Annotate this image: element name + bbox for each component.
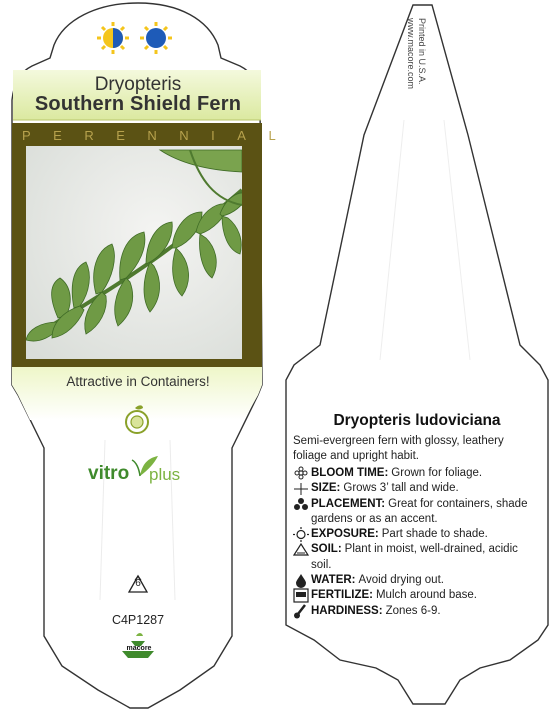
recycle-number: 6 <box>135 578 141 589</box>
care-label-size: SIZE: <box>311 482 341 495</box>
care-row-water <box>293 573 541 588</box>
genus-name: Dryopteris <box>94 74 182 95</box>
placement-icon <box>293 497 309 512</box>
care-label-bloom: BLOOM TIME: <box>311 467 389 479</box>
care-row-exposure <box>293 527 541 542</box>
sun-icon <box>293 527 309 542</box>
care-row-bloom <box>293 466 541 481</box>
flower-icon <box>293 466 309 481</box>
fertilizer-icon <box>293 588 309 603</box>
care-row-soil <box>293 542 541 573</box>
species-name: Dryopteris ludoviciana <box>333 412 501 429</box>
care-row-size <box>293 481 541 496</box>
common-name: Southern Shield Fern <box>34 93 242 115</box>
care-text-fertilize: Mulch around base. <box>375 589 477 602</box>
care-text-hardiness: Zones 6-9. <box>385 604 441 617</box>
category-label: PERENNIAL <box>22 128 299 143</box>
care-label-hardiness: HARDINESS: <box>311 604 383 617</box>
brand-vitro: vitro <box>88 463 130 484</box>
care-row-hardiness <box>293 604 541 619</box>
care-text-soil: Plant in moist, well-drained, acidic soil. <box>311 543 518 571</box>
care-label-exposure: EXPOSURE: <box>311 528 379 541</box>
care-row-fertilize <box>293 588 541 603</box>
printed-label: Printed in U.S.A. <box>417 18 427 85</box>
water-icon <box>293 573 309 588</box>
soil-icon <box>293 542 309 557</box>
care-text-placement: Great for containers, shade gardens or as an accent. <box>311 497 528 525</box>
care-label-soil: SOIL: <box>311 543 342 556</box>
feature-label: Attractive in Containers! <box>66 374 210 389</box>
care-label-placement: PLACEMENT: <box>311 497 386 510</box>
care-row-placement <box>293 497 541 528</box>
care-text-exposure: Part shade to shade. <box>381 528 488 541</box>
description: Semi-evergreen fern with glossy, leathery foliage and upright habit. <box>293 435 504 462</box>
care-text-bloom: Grown for foliage. <box>391 467 483 479</box>
care-text-size: Grows 3’ tall and wide. <box>343 482 459 495</box>
product-code: C4P1287 <box>111 613 165 627</box>
website-label: www.macore.com <box>406 18 416 90</box>
maker-badge-label: macore <box>126 645 152 652</box>
size-icon <box>293 481 309 496</box>
care-text-water: Avoid drying out. <box>358 574 444 587</box>
printed-origin <box>405 18 427 89</box>
care-list <box>293 466 541 619</box>
thermometer-icon <box>293 604 309 619</box>
brand-plus: plus <box>149 465 181 484</box>
care-label-water: WATER: <box>311 574 356 587</box>
care-label-fertilize: FERTILIZE: <box>311 589 373 602</box>
